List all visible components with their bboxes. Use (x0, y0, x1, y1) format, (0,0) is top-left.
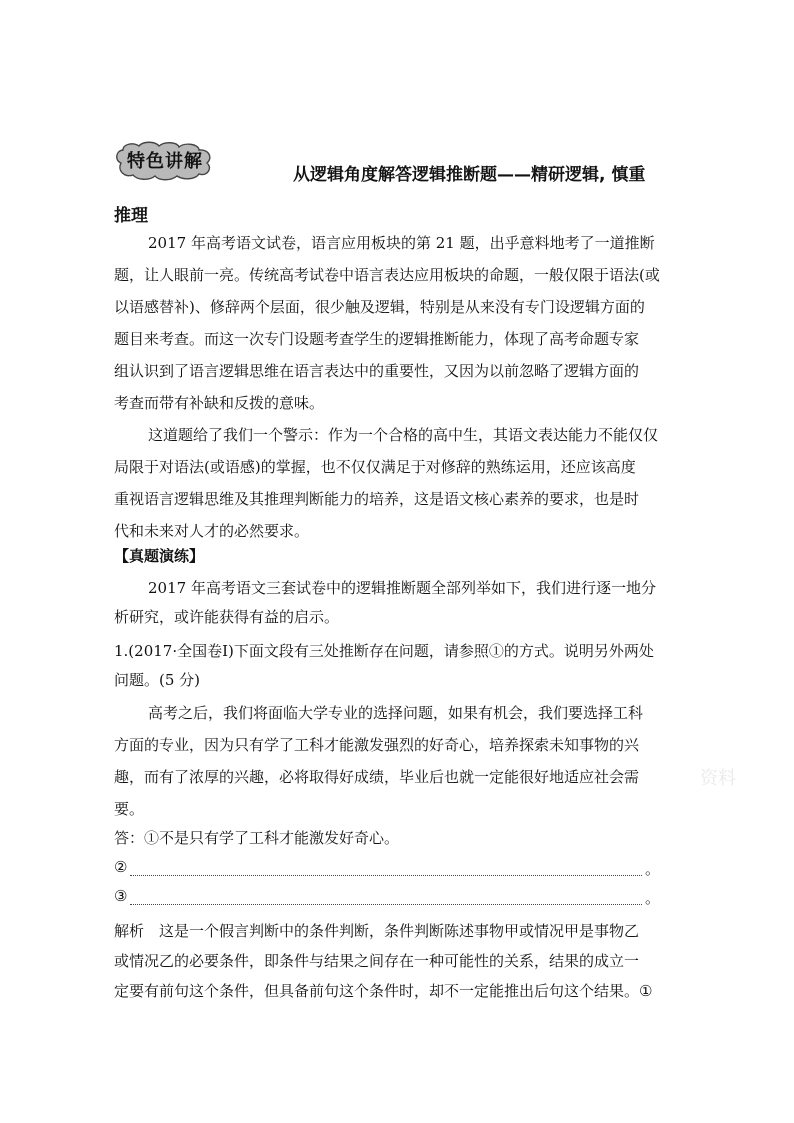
intro-p1-line: 以语感替补)、修辞两个层面，很少触及逻辑，特别是从来没有专门设逻辑方面的 (114, 298, 645, 316)
section-heading: 【真题演练】 (114, 547, 205, 565)
watermark: 资料 (700, 768, 736, 789)
blank-3-period: 。 (645, 889, 661, 907)
blank-2-label: ② (114, 858, 128, 876)
intro-p2-line: 重视语言逻辑思维及其推理判断能力的培养，这是语文核心素养的要求，也是时 (114, 490, 640, 508)
section-p-line: 2017 年高考语文三套试卷中的逻辑推断题全部列举如下，我们进行逐一地分 (148, 579, 656, 597)
section-p-line: 析研究，或许能获得有益的启示。 (114, 608, 340, 626)
passage-line: 趣，而有了浓厚的兴趣，必将取得好成绩，毕业后也就一定能很好地适应社会需 (114, 768, 640, 786)
analysis-line: 定要有前句这个条件，但具备前句这个条件时，却不一定能推出后句这个结果。① (114, 982, 653, 1000)
intro-p1-line: 2017 年高考语文试卷，语言应用板块的第 21 题，出乎意料地考了一道推断 (148, 234, 655, 252)
passage-line: 要。 (114, 800, 145, 818)
blank-3-label: ③ (114, 887, 128, 905)
intro-p2-line: 这道题给了我们一个警示：作为一个合格的高中生，其语文表达能力不能仅仅 (148, 426, 659, 444)
badge-label: 特色讲解 (127, 151, 203, 172)
intro-p1-line: 考查而带有补缺和反拨的意味。 (114, 394, 325, 412)
blank-2-period: 。 (645, 860, 661, 878)
intro-p1-line: 题，让人眼前一亮。传统高考试卷中语言表达应用板块的命题，一般仅限于语法(或 (114, 266, 660, 284)
section-title-line2: 推理 (114, 206, 148, 226)
answer-blank-3[interactable] (130, 904, 642, 905)
answer-line: 答：①不是只有学了工科才能激发好奇心。 (114, 829, 400, 847)
intro-p1-line: 题目来考查。而这一次专门设题考查学生的逻辑推断能力，体现了高考命题专家 (114, 330, 640, 348)
answer-blank-2[interactable] (130, 875, 642, 876)
question-stem-line: 1.(2017·全国卷Ⅰ)下面文段有三处推断存在问题，请参照①的方式。说明另外两处 (114, 642, 654, 660)
feature-badge (113, 141, 217, 181)
passage-line: 方面的专业，因为只有学了工科才能激发强烈的好奇心，培养探索未知事物的兴 (114, 736, 640, 754)
analysis-line: 或情况乙的必要条件，即条件与结果之间存在一种可能性的关系，结果的成立一 (114, 952, 640, 970)
intro-p2-line: 代和未来对人才的必然要求。 (114, 522, 310, 540)
intro-p2-line: 局限于对语法(或语感)的掌握，也不仅仅满足于对修辞的熟练运用，还应该高度 (114, 458, 636, 476)
question-stem-line: 问题。(5 分) (114, 671, 201, 689)
passage-line: 高考之后，我们将面临大学专业的选择问题，如果有机会，我们要选择工科 (148, 704, 644, 722)
intro-p1-line: 组认识到了语言逻辑思维在语言表达中的重要性，又因为以前忽略了逻辑方面的 (114, 362, 640, 380)
analysis-line: 解析 这是一个假言判断中的条件判断，条件判断陈述事物甲或情况甲是事物乙 (114, 922, 640, 940)
section-title-line1: 从逻辑角度解答逻辑推断题——精研逻辑, 慎重 (293, 165, 646, 185)
